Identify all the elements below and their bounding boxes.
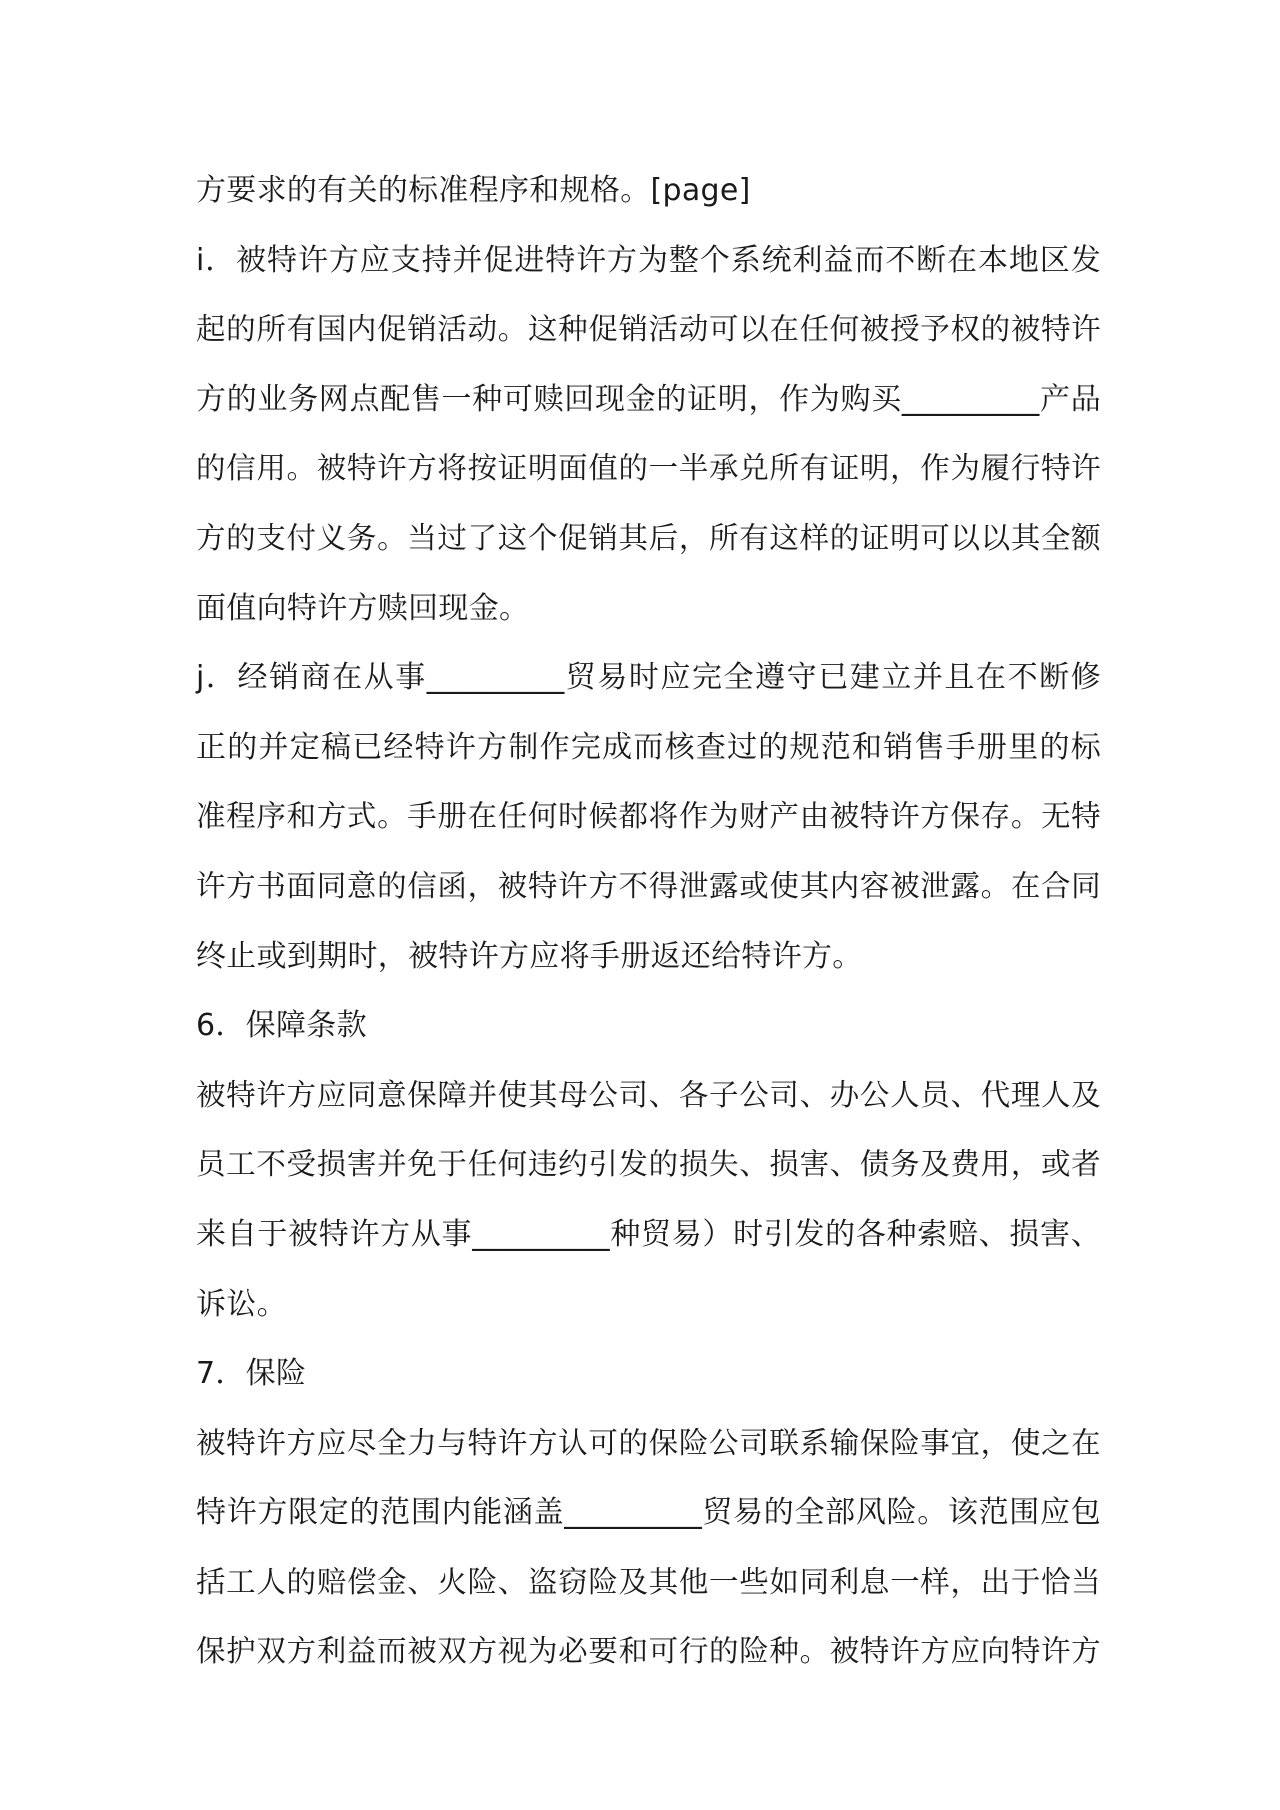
text-line: 方的支付义务。当过了这个促销其后，所有这样的证明可以以其全额 — [196, 520, 1101, 555]
text-line: 方的业务网点配售一种可赎回现金的证明，作为购买_________产品 — [196, 381, 1101, 417]
text-line: 被特许方应尽全力与特许方认可的保险公司联系输保险事宜，使之在 — [196, 1425, 1101, 1460]
text-line: 终止或到期时，被特许方应将手册返还给特许方。 — [196, 938, 863, 974]
text-line: 诉讼。 — [196, 1286, 287, 1322]
text-line: 特许方限定的范围内能涵盖_________贸易的全部风险。该范围应包 — [196, 1495, 1101, 1531]
text-line: 许方书面同意的信函，被特许方不得泄露或使其内容被泄露。在合同 — [196, 868, 1101, 903]
text-line: 保护双方利益而被双方视为必要和可行的险种。被特许方应向特许方 — [196, 1634, 1101, 1669]
text-line: 面值向特许方赎回现金。 — [196, 590, 530, 626]
text-line: i．被特许方应支持并促进特许方为整个系统利益而不断在本地区发 — [196, 242, 1101, 278]
document-body — [196, 156, 1101, 1687]
text-line: 来自于被特许方从事_________种贸易）时引发的各种索赔、损害、 — [196, 1216, 1101, 1252]
text-line: 被特许方应同意保障并使其母公司、各子公司、办公人员、代理人及 — [196, 1077, 1101, 1112]
section-heading: 7．保险 — [196, 1356, 307, 1392]
text-line: 准程序和方式。手册在任何时候都将作为财产由被特许方保存。无特 — [196, 799, 1101, 834]
text-line: 正的并定稿已经特许方制作完成而核查过的规范和销售手册里的标 — [196, 729, 1101, 765]
text-line: 起的所有国内促销活动。这种促销活动可以在任何被授予权的被特许 — [196, 312, 1101, 347]
section-heading: 6．保障条款 — [196, 1008, 367, 1044]
text-line: 员工不受损害并免于任何违约引发的损失、损害、债务及费用，或者 — [196, 1147, 1101, 1182]
text-line: 的信用。被特许方将按证明面值的一半承兑所有证明，作为履行特许 — [196, 451, 1101, 486]
text-line: 方要求的有关的标准程序和规格。[page] — [196, 173, 751, 208]
text-line: 括工人的赔偿金、火险、盗窃险及其他一些如同利息一样，出于恰当 — [196, 1564, 1101, 1599]
text-line: j．经销商在从事_________贸易时应完全遵守已建立并且在不断修 — [196, 660, 1101, 696]
